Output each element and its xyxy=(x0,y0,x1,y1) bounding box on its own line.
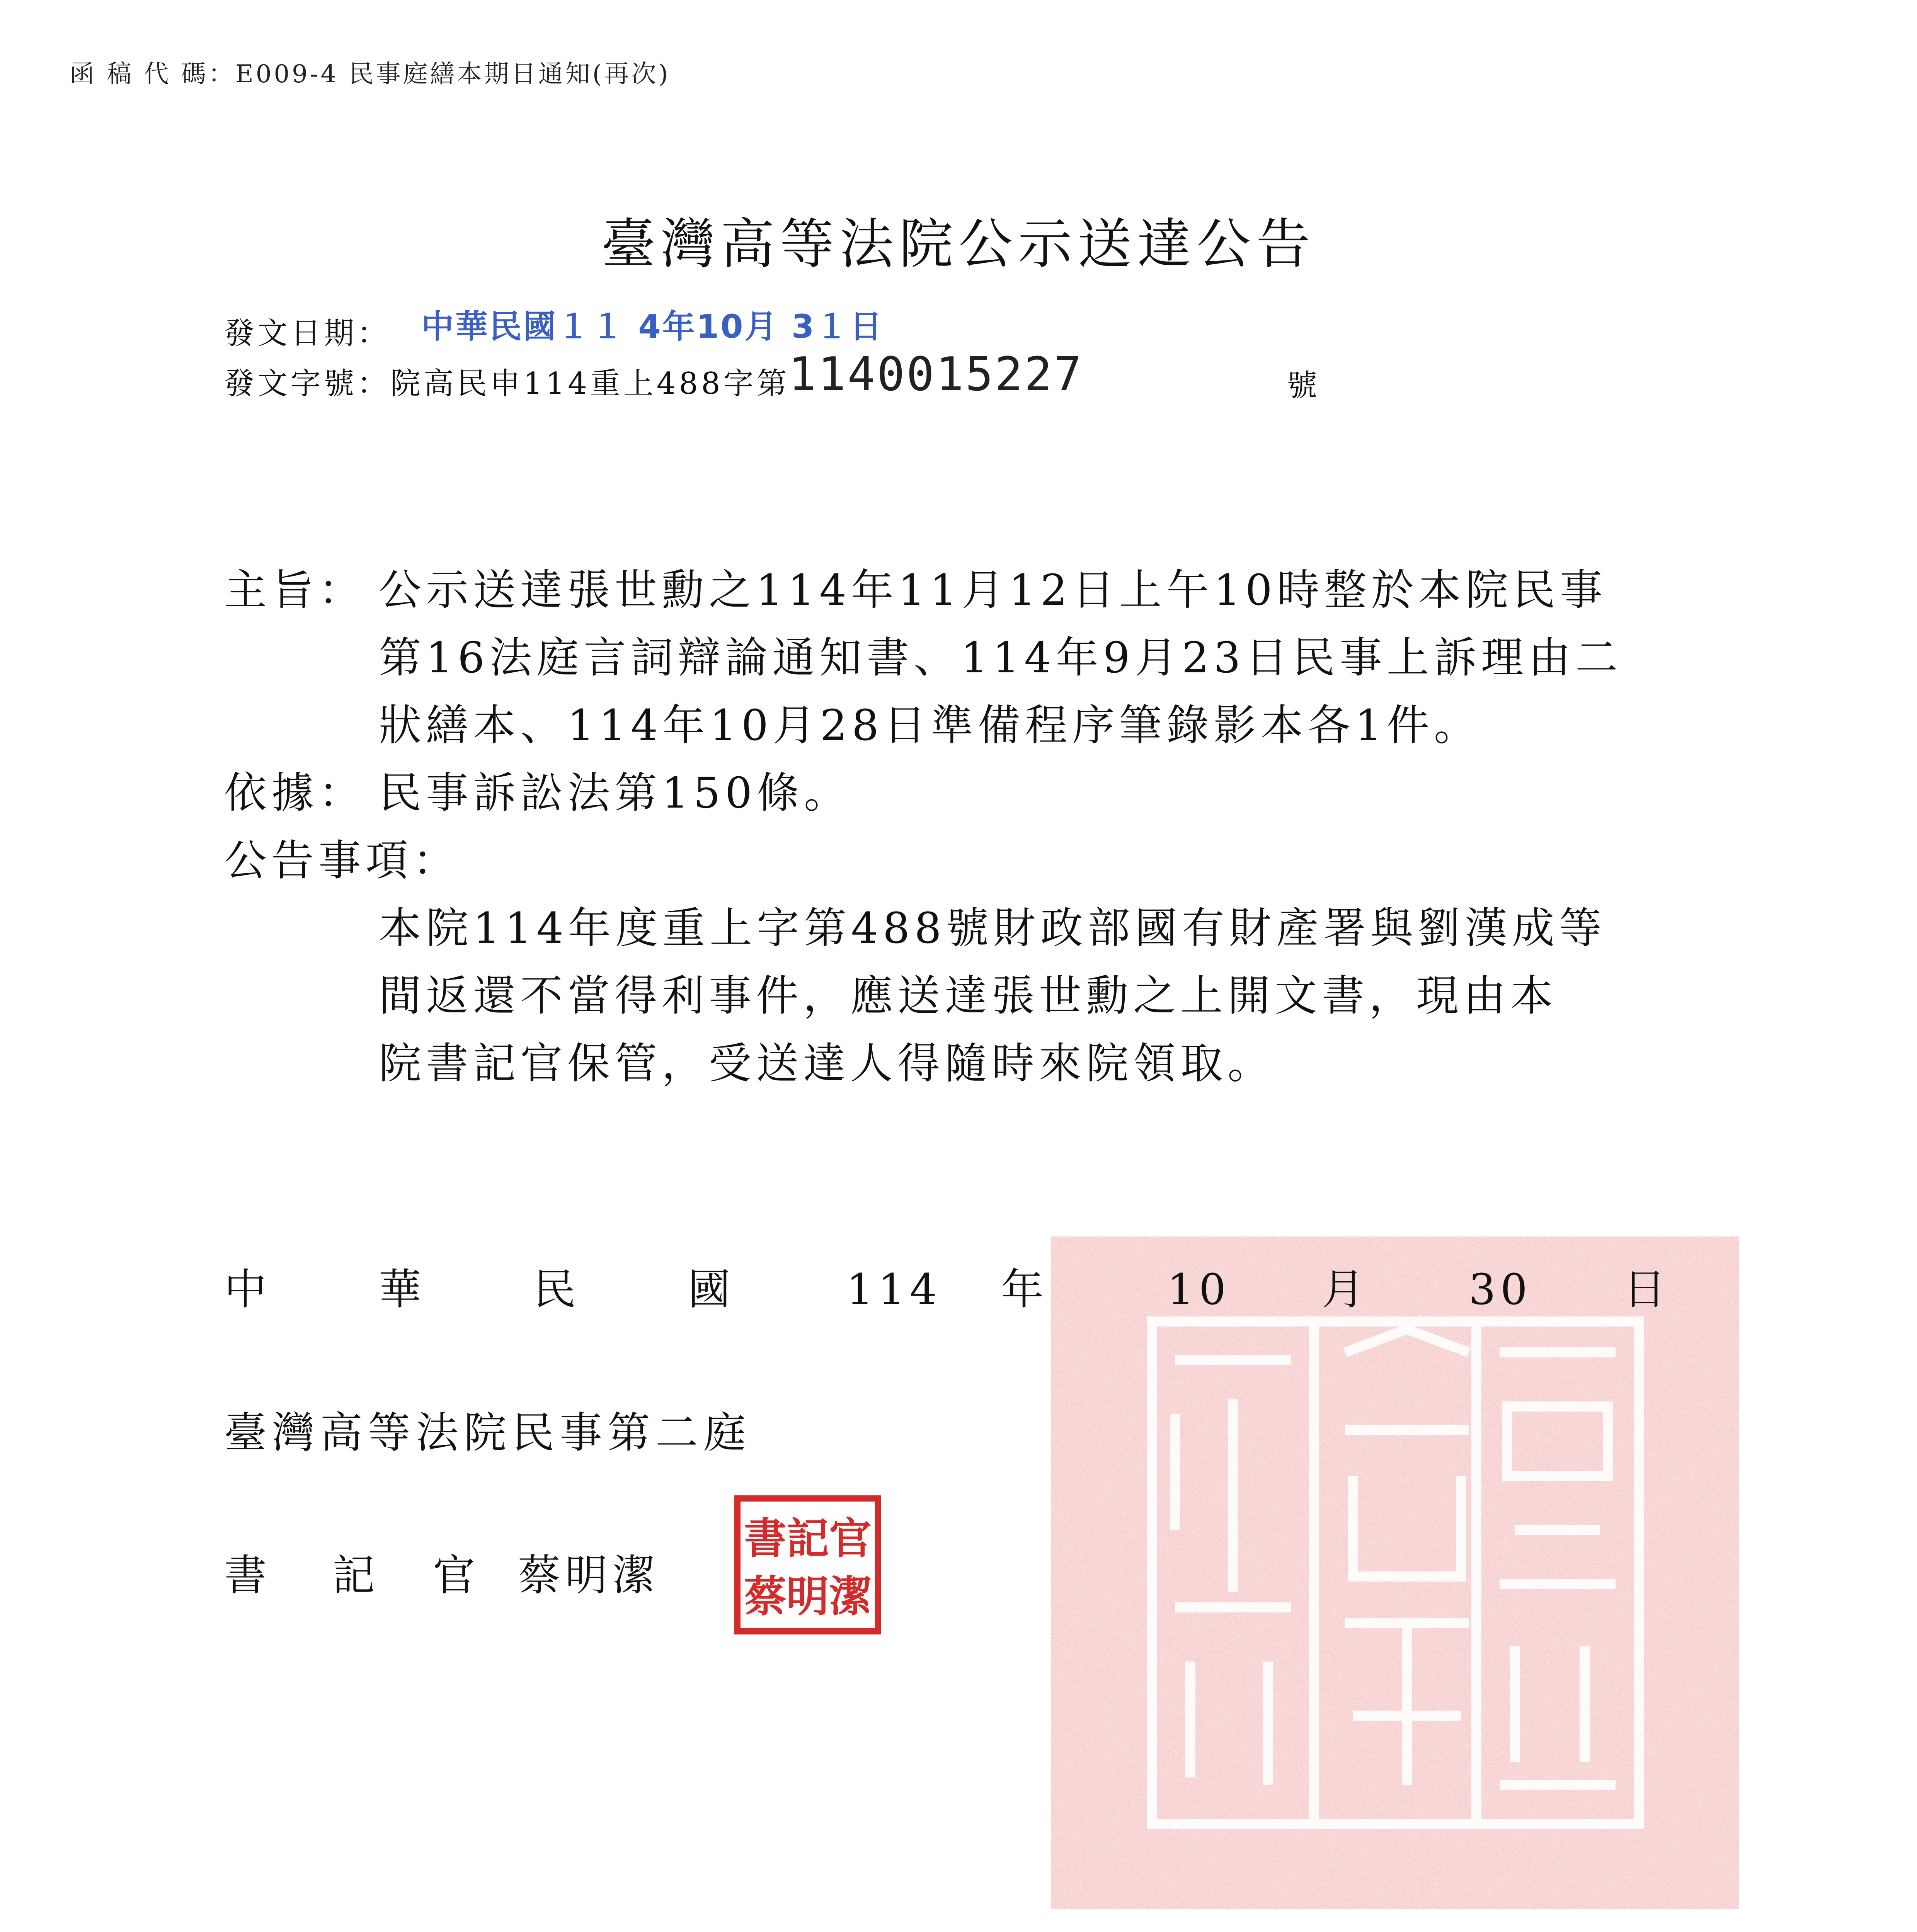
document-number-label: 發文字號：院高民申114重上488字第 xyxy=(224,366,790,401)
document-number: 1140015227 xyxy=(788,348,1083,401)
court-name: 臺灣高等法院民事第二庭 xyxy=(224,1408,751,1458)
subject-line: 狀繕本、114年10月28日準備程序筆錄影本各1件。 xyxy=(379,701,1481,750)
signing-date-month: 10 xyxy=(1167,1265,1231,1314)
signing-date-char: 民 xyxy=(533,1265,581,1314)
subject-line: 公示送達張世勳之114年11月12日上午10時整於本院民事 xyxy=(379,565,1607,615)
signing-date-year-unit: 年 xyxy=(1001,1265,1048,1314)
signing-date-day: 30 xyxy=(1469,1265,1532,1314)
signing-date-char: 華 xyxy=(379,1265,426,1314)
court-seal xyxy=(1051,1236,1739,1909)
signing-date-month-unit: 月 xyxy=(1322,1265,1369,1314)
basis-text: 民事訴訟法第150條。 xyxy=(379,768,851,818)
page-title: 臺灣高等法院公示送達公告 xyxy=(601,213,1316,276)
signing-date-year: 114 xyxy=(846,1265,941,1314)
notice-line: 本院114年度重上字第488號財政部國有財產署與劉漢成等 xyxy=(379,903,1606,953)
clerk-name: 蔡明潔 xyxy=(518,1551,659,1600)
notice-line: 間返還不當得利事件，應送達張世勳之上開文書，現由本 xyxy=(379,971,1558,1020)
basis-label: 依據： xyxy=(224,768,366,818)
clerk-title-char: 書 xyxy=(224,1551,271,1600)
signing-date-day-unit: 日 xyxy=(1623,1265,1670,1314)
subject-line: 第16法庭言詞辯論通知書、114年9月23日民事上訴理由二 xyxy=(379,633,1622,682)
svg-text:蔡明潔: 蔡明潔 xyxy=(744,1571,872,1621)
subject-label: 主旨： xyxy=(224,565,366,615)
svg-text:書記官: 書記官 xyxy=(744,1514,872,1563)
issue-date-stamp: 中華民國１１ 4年10月 3１日 xyxy=(421,308,884,345)
issue-date-label: 發文日期： xyxy=(224,316,391,351)
form-code: 函 稿 代 碼：E009-4 民事庭繕本期日通知(再次) xyxy=(70,60,671,88)
clerk-title-char: 官 xyxy=(433,1551,480,1600)
notice-label: 公告事項： xyxy=(224,836,460,885)
notice-line: 院書記官保管，受送達人得隨時來院領取。 xyxy=(379,1039,1275,1088)
clerk-seal xyxy=(734,1495,881,1634)
signing-date-char: 國 xyxy=(688,1265,735,1314)
document-number-suffix: 號 xyxy=(1287,368,1318,403)
clerk-title-char: 記 xyxy=(332,1551,380,1600)
signing-date-char: 中 xyxy=(224,1265,271,1314)
